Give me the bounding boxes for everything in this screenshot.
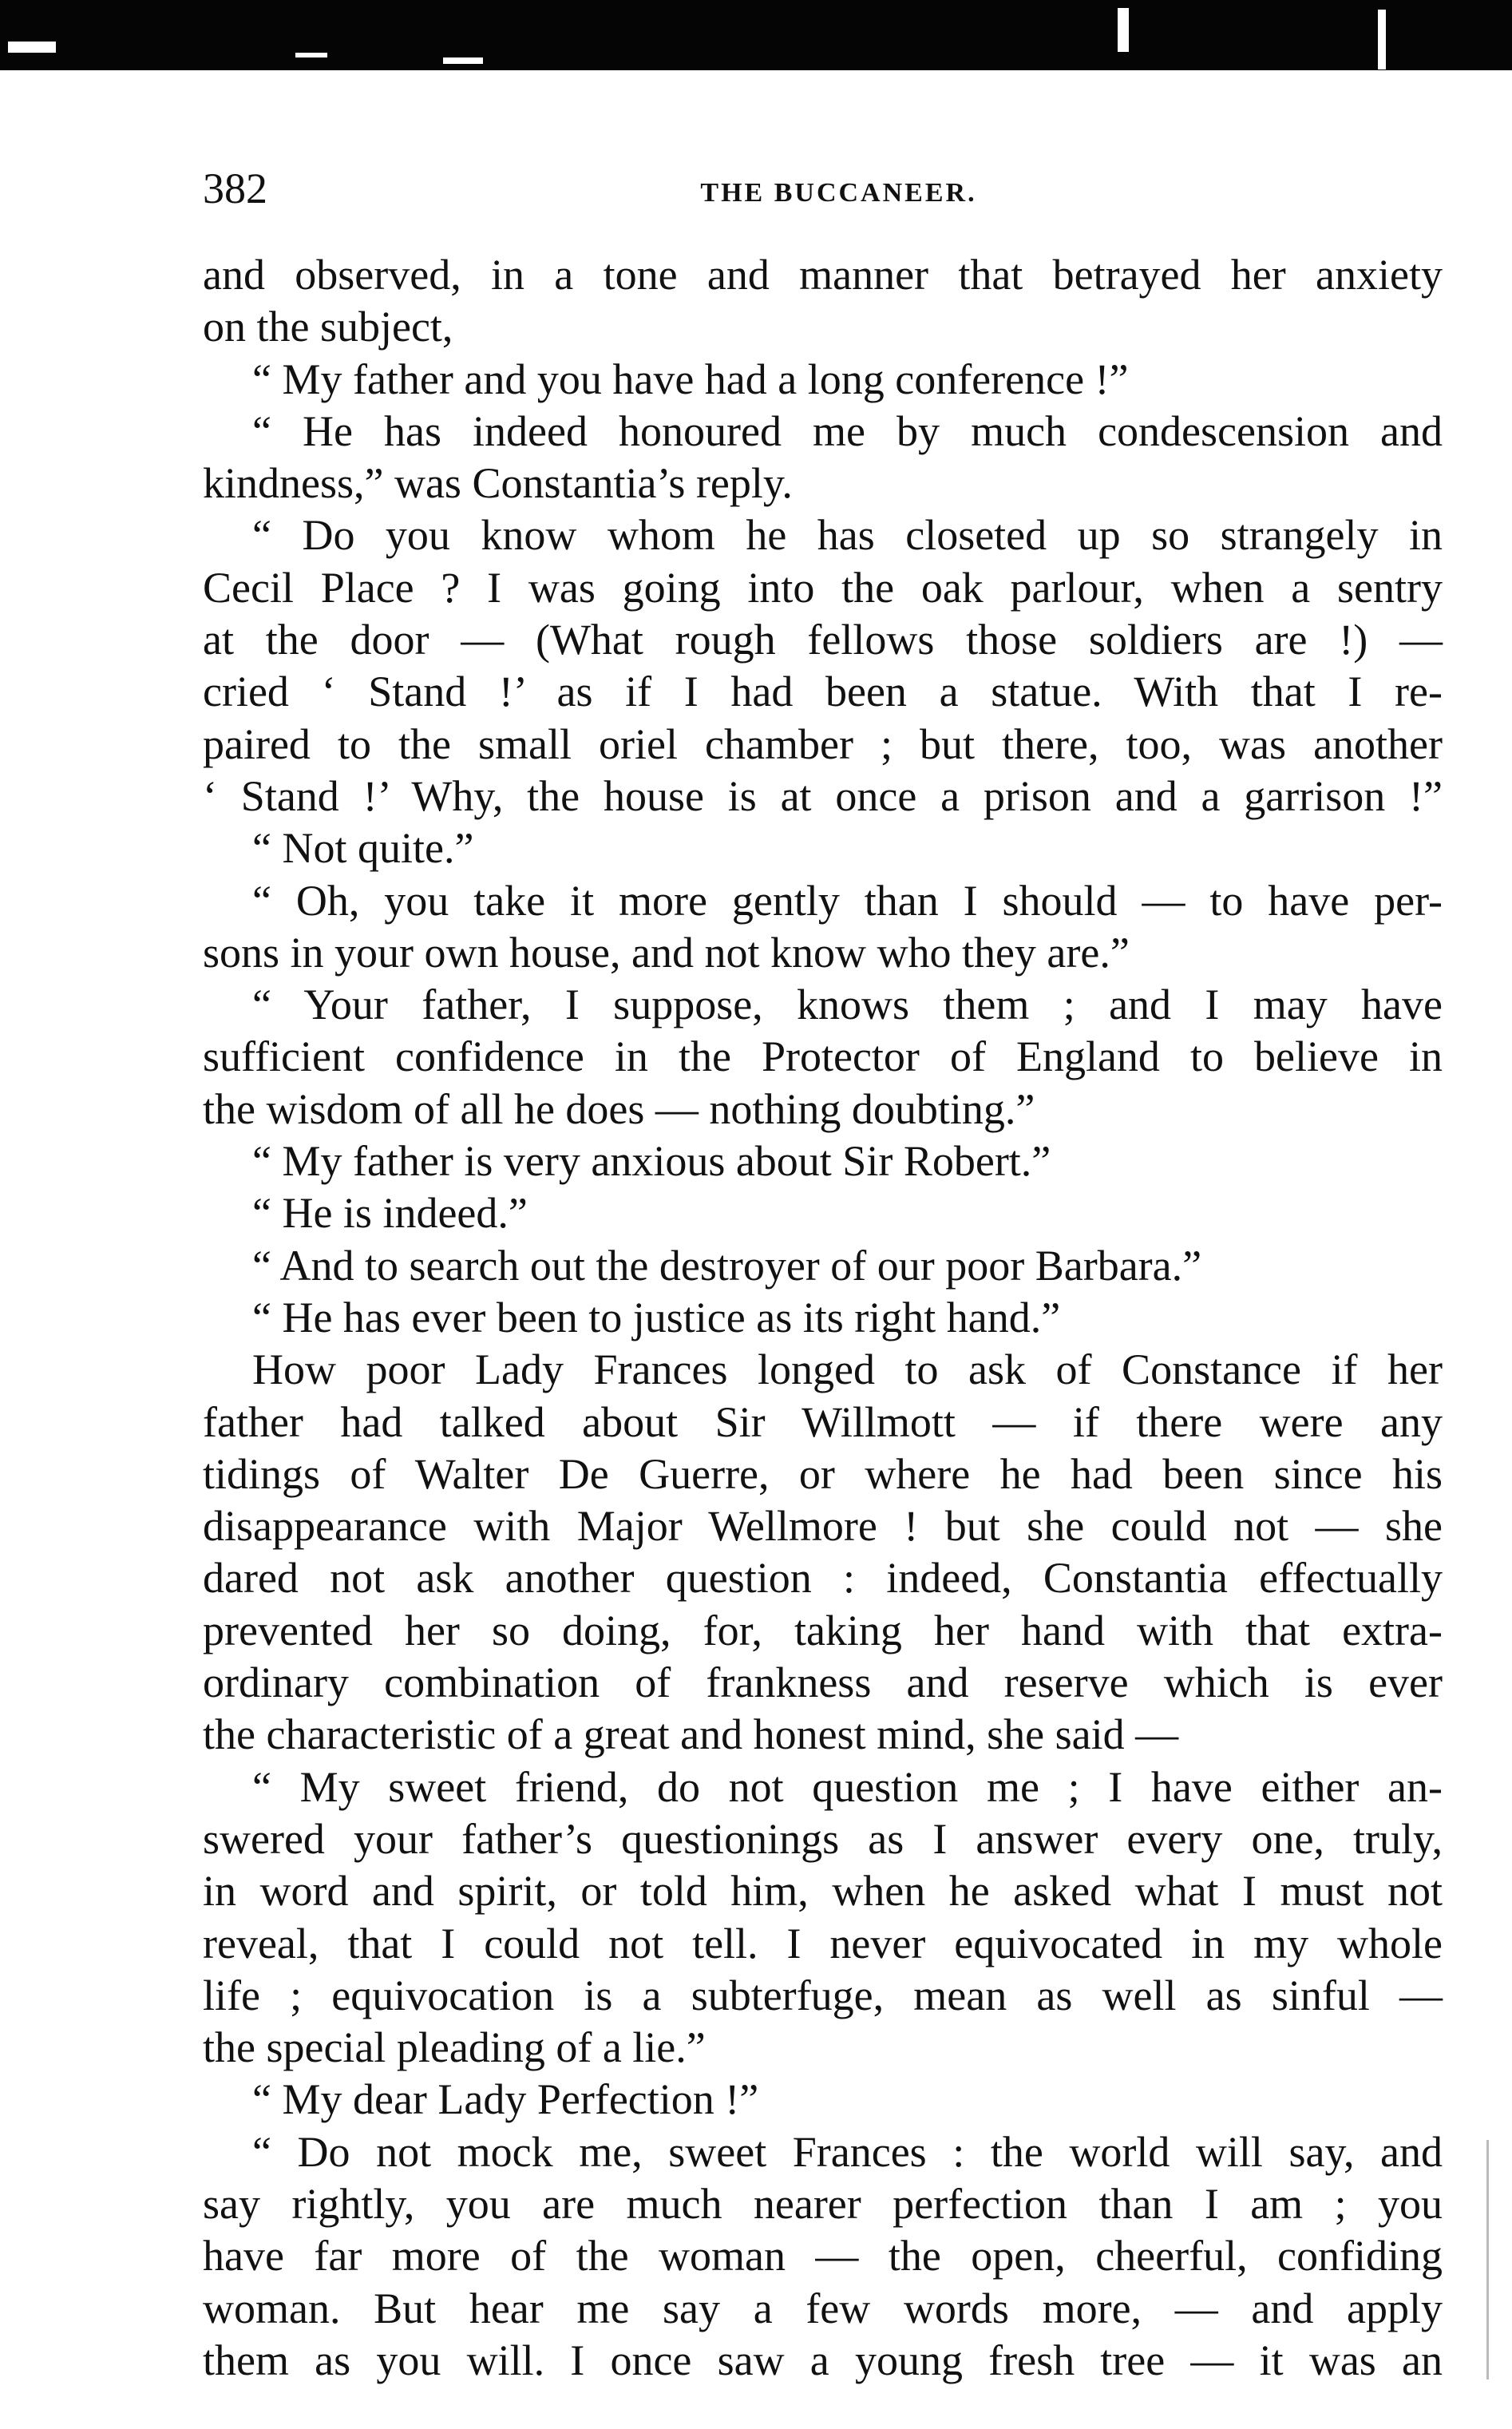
text-line: in word and spirit, or told him, when he asked what I must not (203, 1867, 1443, 1916)
text-line: woman. But hear me say a few words more, — and apply (203, 2284, 1443, 2332)
running-title: THE BUCCANEER. (700, 178, 977, 208)
text-line: at the door — (What rough fellows those soldiers are !) — (203, 616, 1443, 664)
text-line: life ; equivocation is a subterfuge, mean as well as sinful — (203, 1971, 1443, 2019)
scan-edge-bar (0, 0, 1512, 70)
text-line: sons in your own house, and not know who they are.” (203, 928, 1130, 977)
scan-artifact (295, 53, 327, 57)
text-line: “ Do you know whom he has closeted up so strangely in (252, 511, 1443, 560)
text-line: cried ‘ Stand !’ as if I had been a statue. With that I re- (203, 668, 1443, 716)
text-line: “ He is indeed.” (252, 1189, 528, 1238)
text-line: have far more of the woman — the open, cheerful, confiding (203, 2232, 1443, 2280)
text-line: “ And to search out the destroyer of our poor Barbara.” (252, 1241, 1202, 1290)
scan-artifact (1378, 10, 1386, 69)
text-line: “ My sweet friend, do not question me ; I have either an- (252, 1762, 1443, 1811)
scan-artifact (8, 42, 56, 53)
scan-artifact (1118, 8, 1129, 52)
text-line: paired to the small oriel chamber ; but there, too, was another (203, 719, 1443, 768)
text-line: ‘ Stand !’ Why, the house is at once a prison and a garrison !” (203, 771, 1443, 820)
text-line: kindness,” was Constantia’s reply. (203, 459, 793, 508)
text-line: on the subject, (203, 303, 453, 351)
text-line: say rightly, you are much nearer perfection than I am ; you (203, 2179, 1443, 2228)
text-line: tidings of Walter De Guerre, or where he had been since his (203, 1449, 1443, 1498)
scan-artifact (443, 57, 483, 64)
page-header (203, 164, 1443, 220)
text-line: “ My father is very anxious about Sir Robert.” (252, 1137, 1051, 1186)
text-line: the characteristic of a great and honest mind, she said — (203, 1710, 1179, 1759)
page-number: 382 (203, 164, 267, 212)
text-line: the wisdom of all he does — nothing doubting.” (203, 1084, 1035, 1133)
text-line: prevented her so doing, for, taking her hand with that extra- (203, 1606, 1443, 1654)
text-line: ordinary combination of frankness and reserve which is ever (203, 1658, 1443, 1707)
text-line: “ Do not mock me, sweet Frances : the world will say, and (252, 2127, 1443, 2176)
text-line: “ Not quite.” (252, 824, 474, 873)
text-line: “ My father and you have had a long conference !” (252, 355, 1129, 403)
text-line: them as you will. I once saw a young fresh tree — it was an (203, 2336, 1443, 2384)
text-line: and observed, in a tone and manner that betrayed her anxiety (203, 251, 1443, 299)
text-line: father had talked about Sir Willmott — if there were any (203, 1397, 1443, 1446)
text-line: “ He has indeed honoured me by much condescension and (252, 406, 1443, 455)
text-line: Cecil Place ? I was going into the oak parlour, when a sentry (203, 563, 1443, 612)
text-line: “ Oh, you take it more gently than I should — to have per- (252, 876, 1443, 925)
text-line: reveal, that I could not tell. I never equivocated in my whole (203, 1919, 1443, 1967)
text-line: sufficient confidence in the Protector of England to believe in (203, 1032, 1443, 1081)
body-text (203, 249, 1443, 2387)
text-line: disappearance with Major Wellmore ! but she could not — she (203, 1502, 1443, 1551)
text-line: swered your father’s questionings as I answer every one, truly, (203, 1814, 1443, 1863)
text-line: “ He has ever been to justice as its right hand.” (252, 1293, 1061, 1341)
text-line: How poor Lady Frances longed to ask of Constance if her (252, 1345, 1443, 1394)
text-line: dared not ask another question : indeed, Constantia effectually (203, 1554, 1443, 1603)
text-line: “ My dear Lady Perfection !” (252, 2075, 759, 2124)
text-line: the special pleading of a lie.” (203, 2023, 706, 2072)
scan-margin-line (1486, 2140, 1489, 2379)
text-line: “ Your father, I suppose, knows them ; and I may have (252, 981, 1443, 1029)
